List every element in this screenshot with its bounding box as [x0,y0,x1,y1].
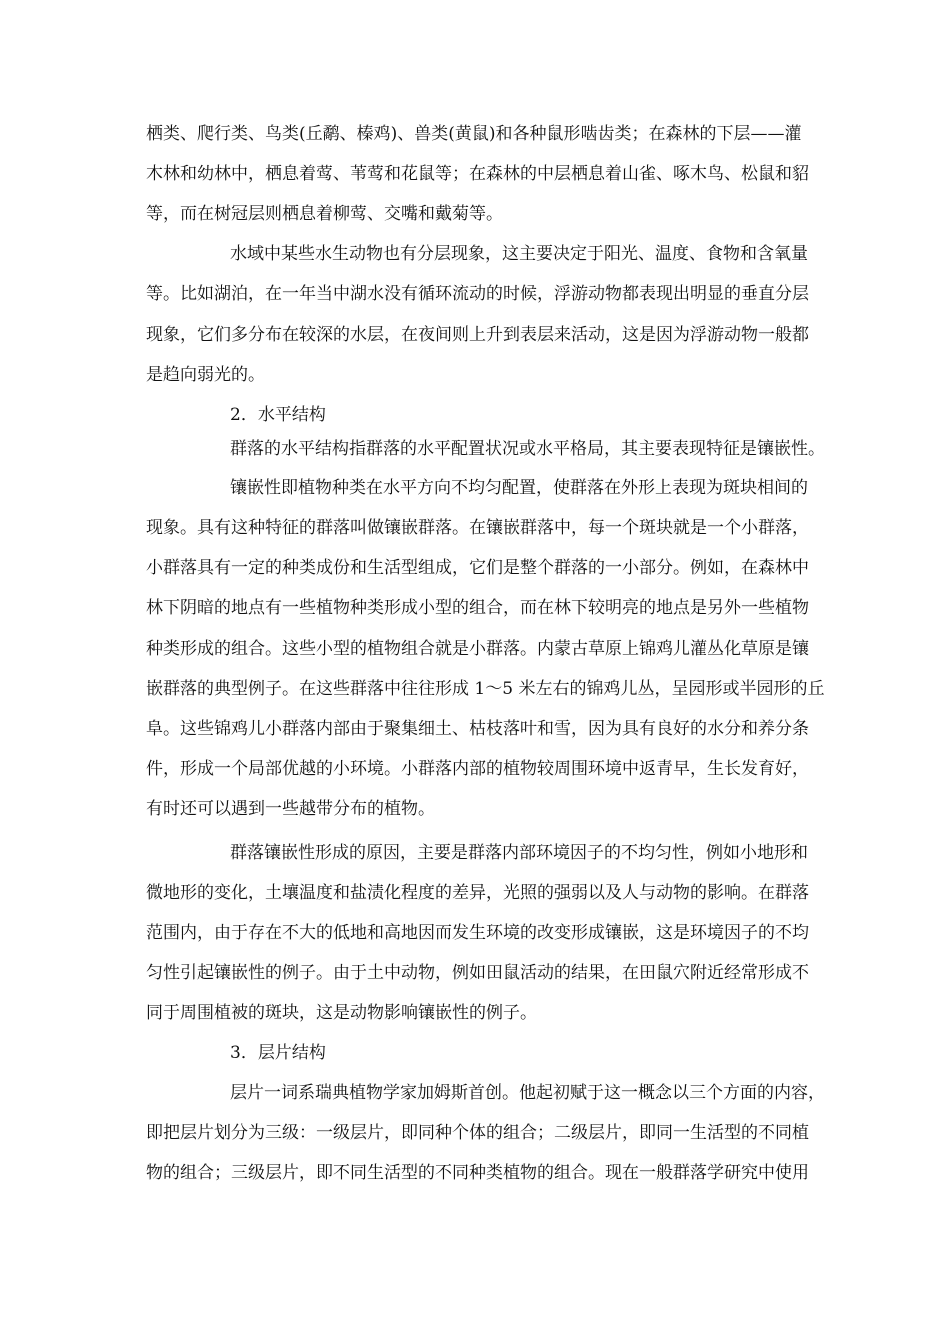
text-line: 等。比如湖泊，在一年当中湖水没有循环流动的时候，浮游动物都表现出明显的垂直分层 [146,284,809,304]
text-line: 镶嵌性即植物种类在水平方向不均匀配置，使群落在外形上表现为斑块相间的 [230,478,808,498]
text-line: 群落镶嵌性形成的原因，主要是群落内部环境因子的不均匀性，例如小地形和 [230,843,808,863]
text-line: 范围内，由于存在不大的低地和高地因而发生环境的改变形成镶嵌，这是环境因子的不均 [146,923,809,943]
text-line: 阜。这些锦鸡儿小群落内部由于聚集细土、枯枝落叶和雪，因为具有良好的水分和养分条 [146,719,809,739]
text-line: 群落的水平结构指群落的水平配置状况或水平格局，其主要表现特征是镶嵌性。 [230,439,825,459]
text-line: 种类形成的组合。这些小型的植物组合就是小群落。内蒙古草原上锦鸡儿灌丛化草原是镶 [146,639,809,659]
text-line: 有时还可以遇到一些越带分布的植物。 [146,799,435,819]
text-line: 层片一词系瑞典植物学家加姆斯首创。他起初赋于这一概念以三个方面的内容， [230,1083,825,1103]
text-line: 林下阴暗的地点有一些植物种类形成小型的组合，而在林下较明亮的地点是另外一些植物 [146,598,809,618]
section-heading: 2．水平结构 [230,405,326,425]
section-heading: 3．层片结构 [230,1043,326,1063]
text-line: 即把层片划分为三级：一级层片，即同种个体的组合；二级层片，即同一生活型的不同植 [146,1123,809,1143]
text-line: 水域中某些水生动物也有分层现象，这主要决定于阳光、温度、食物和含氧量 [230,244,808,264]
text-line: 同于周围植被的斑块，这是动物影响镶嵌性的例子。 [146,1003,537,1023]
text-line: 是趋向弱光的。 [146,365,265,385]
text-line: 栖类、爬行类、鸟类(丘鹬、榛鸡)、兽类(黄鼠)和各种鼠形啮齿类；在森林的下层——灌 [146,124,802,144]
text-line: 匀性引起镶嵌性的例子。由于土中动物，例如田鼠活动的结果，在田鼠穴附近经常形成不 [146,963,809,983]
text-line: 现象，它们多分布在较深的水层，在夜间则上升到表层来活动，这是因为浮游动物一般都 [146,325,809,345]
text-line: 物的组合；三级层片，即不同生活型的不同种类植物的组合。现在一般群落学研究中使用 [146,1163,809,1183]
text-line: 木林和幼林中，栖息着莺、苇莺和花鼠等；在森林的中层栖息着山雀、啄木鸟、松鼠和貂 [146,164,809,184]
text-line: 微地形的变化，土壤温度和盐渍化程度的差异，光照的强弱以及人与动物的影响。在群落 [146,883,809,903]
text-line: 嵌群落的典型例子。在这些群落中往往形成 1～5 米左右的锦鸡儿丛，呈园形或半园形的丘 [146,679,825,699]
text-line: 现象。具有这种特征的群落叫做镶嵌群落。在镶嵌群落中，每一个斑块就是一个小群落， [146,518,809,538]
text-line: 等，而在树冠层则栖息着柳莺、交嘴和戴菊等。 [146,204,503,224]
text-line: 件，形成一个局部优越的小环境。小群落内部的植物较周围环境中返青早，生长发育好， [146,759,809,779]
text-line: 小群落具有一定的种类成份和生活型组成，它们是整个群落的一小部分。例如，在森林中 [146,558,809,578]
